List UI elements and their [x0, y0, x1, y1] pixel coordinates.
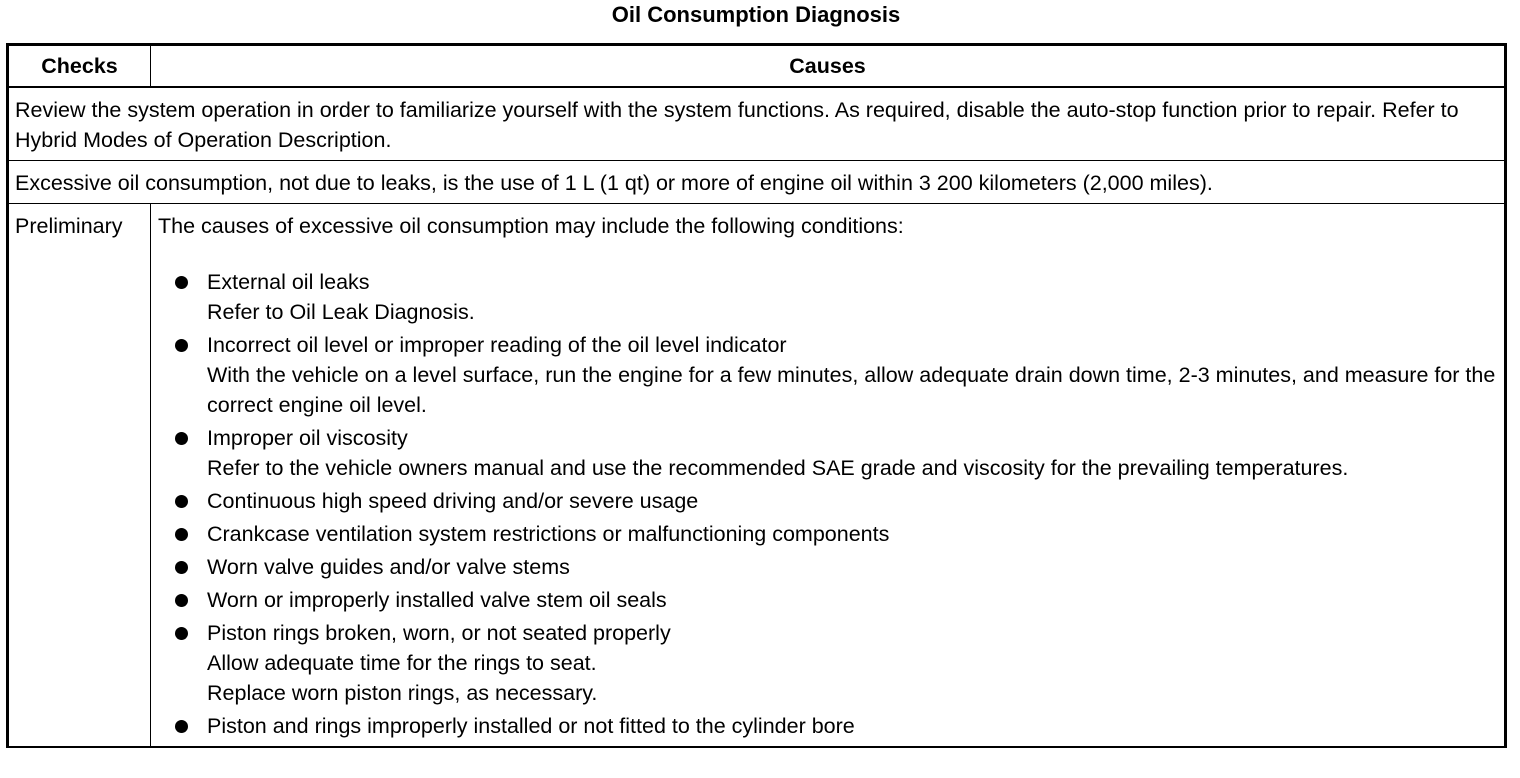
cause-text: Piston rings broken, worn, or not seated properly — [207, 621, 671, 645]
cause-text: Continuous high speed driving and/or severe usage — [207, 489, 699, 513]
cause-text: Incorrect oil level or improper reading of the oil level indicator — [207, 333, 787, 357]
cause-text: Crankcase ventilation system restrictions or malfunctioning components — [207, 522, 890, 546]
list-item — [158, 585, 1496, 615]
cause-note: Refer to the vehicle owners manual and use the recommended SAE grade and viscosity for the prevailing temperatures. — [207, 456, 1349, 480]
excessive-consumption-definition: Excessive oil consumption, not due to leaks, is the use of 1 L (1 qt) or more of engine oil within 3 200 kilometers (2,000 miles). — [8, 161, 1506, 204]
list-item — [158, 618, 1496, 708]
cause-note: Allow adequate time for the rings to seat. — [207, 651, 597, 675]
bullet-icon — [175, 495, 188, 508]
causes-intro: The causes of excessive oil consumption may include the following conditions: — [158, 214, 904, 238]
bullet-icon — [175, 594, 188, 607]
cause-text: Worn or improperly installed valve stem oil seals — [207, 588, 667, 612]
bullet-icon — [175, 339, 188, 352]
system-operation-note: Review the system operation in order to familiarize yourself with the system functions. As required, disable the auto-stop function prior to repair. Refer to Hybrid Modes of Operation Description. — [8, 87, 1506, 161]
cause-note: With the vehicle on a level surface, run the engine for a few minutes, allow adequate drain down time, 2-3 minutes, and measure for the correct engine oil level. — [207, 363, 1496, 417]
list-item — [158, 267, 1496, 327]
bullet-icon — [175, 627, 188, 640]
bullet-icon — [175, 276, 188, 289]
bullet-icon — [175, 561, 188, 574]
diagnosis-table — [6, 43, 1507, 748]
preliminary-causes — [151, 204, 1506, 748]
column-header-causes: Causes — [151, 45, 1506, 88]
table-row — [8, 161, 1506, 204]
page-title: Oil Consumption Diagnosis — [611, 2, 901, 27]
causes-list — [158, 267, 1496, 741]
cause-note: Replace worn piston rings, as necessary. — [207, 681, 598, 705]
cause-text: Worn valve guides and/or valve stems — [207, 555, 570, 579]
list-item — [158, 486, 1496, 516]
list-item — [158, 711, 1496, 741]
cause-text: Improper oil viscosity — [207, 426, 408, 450]
table-row — [8, 87, 1506, 161]
bullet-icon — [175, 432, 188, 445]
list-item — [158, 519, 1496, 549]
list-item — [158, 552, 1496, 582]
bullet-icon — [175, 528, 188, 541]
list-item — [158, 423, 1496, 483]
table-header-row — [8, 45, 1506, 88]
check-preliminary: Preliminary — [8, 204, 151, 748]
bullet-icon — [175, 720, 188, 733]
cause-text: External oil leaks — [207, 270, 370, 294]
table-row-preliminary — [8, 204, 1506, 748]
list-item — [158, 330, 1496, 420]
cause-note: Refer to Oil Leak Diagnosis. — [207, 300, 475, 324]
cause-text: Piston and rings improperly installed or not fitted to the cylinder bore — [207, 714, 855, 738]
column-header-checks: Checks — [8, 45, 151, 88]
